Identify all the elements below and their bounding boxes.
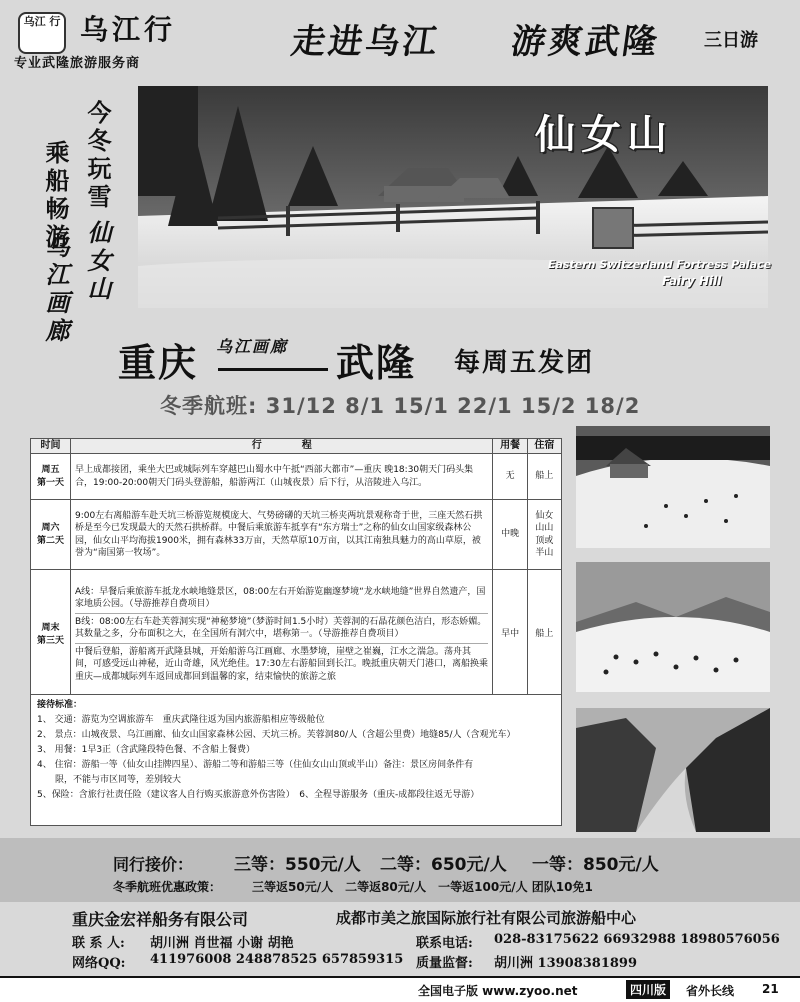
standard-item: 2、 景点：山城夜景、乌江画廊、仙女山国家森林公园、天坑三桥。芙蓉洞80/人（含超公里费）地缝85/人（含观光车） xyxy=(37,730,516,740)
photo-ski-resort-lodge xyxy=(576,426,770,548)
header-itinerary: 行 程 xyxy=(71,439,493,454)
hero-english-name: Fairy Hill xyxy=(662,274,722,288)
photo-river-gorge xyxy=(576,708,770,832)
supervision-label: 质量监督: xyxy=(416,956,473,971)
standard-item: 5、保险：含旅行社责任险（建议客人自行购买旅游意外伤害险） 6、全程导游服务（重庆-成都段往返无导游） xyxy=(37,790,480,800)
footer-website: 全国电子版 www.zyoo.net xyxy=(418,984,578,998)
day-sub-label: 第一天 xyxy=(37,477,65,488)
lodging-cell: 仙女山山顶或半山 xyxy=(527,500,561,570)
table-header-row xyxy=(31,439,562,454)
lodging-cell: 船上 xyxy=(527,454,561,500)
plan-option-a: A线：早餐后乘旅游车抵龙水峡地缝景区，08:00左右开始游览幽邃梦境“龙水峡地缝”世界自然遗产，国家地质公园。（导游推荐自费项目） xyxy=(75,584,488,614)
day-sub-label: 第三天 xyxy=(37,635,65,646)
discount-text: 三等返50元/人 二等返80元/人 一等返100元/人 团队10免1 xyxy=(252,880,593,894)
meal-cell: 中晚 xyxy=(493,500,527,570)
standard-item: 4、 住宿：游船一等（仙女山挂牌四星）、游船二等和游船三等（住仙女山山顶或半山）备注：景区房间条件有 xyxy=(37,760,474,770)
day-sub-label: 第二天 xyxy=(37,535,65,546)
qq-label: 网络QQ: xyxy=(72,956,126,971)
qq-numbers: 411976008 248878525 657859315 xyxy=(150,952,404,967)
vertical-slogan-fairy-mountain: 仙女山 xyxy=(83,220,112,304)
winter-schedule-label: 冬季航班: xyxy=(160,394,258,418)
plan-afternoon: 中餐后登船，游船离开武隆县城，开始船游乌江画廊、水墨梦境，崖壁之崔巍，江水之湍急。荡舟其间，可感受远山神秘，近山奇雄，风光绝佳。17:30左右游船回到长江。晚抵重庆朝天门港口，离船换乘重庆—成都城际列车返回成都回到温馨的家，结束愉快的旅游之旅 xyxy=(75,646,488,682)
headline-2: 游爽武隆 xyxy=(508,22,663,62)
header-lodging: 住宿 xyxy=(527,439,561,454)
standard-item: 1、 交通：游览为空调旅游车 重庆武隆往返为国内旅游船相应等级舱位 xyxy=(37,715,325,725)
table-row xyxy=(31,500,562,570)
header-meals: 用餐 xyxy=(493,439,527,454)
phone-label: 联系电话: xyxy=(416,936,473,951)
page-footer xyxy=(0,976,800,1002)
winter-schedule-dates: 31/12 8/1 15/1 22/1 15/2 18/2 xyxy=(265,394,641,418)
price-second-class: 二等：650元/人 xyxy=(380,855,507,875)
day-cell xyxy=(31,570,71,700)
route-via: 乌江画廊 xyxy=(216,337,289,356)
logo-text: 乌江 行 xyxy=(23,15,61,28)
hero-english-caption: Eastern Switzerland Fortress Palace xyxy=(548,258,772,271)
header-time: 时间 xyxy=(31,439,71,454)
meal-cell: 早中 xyxy=(493,570,527,700)
phone-numbers: 028-83175622 66932988 18980576056 xyxy=(494,932,780,947)
price-first-class: 一等：850元/人 xyxy=(532,855,659,875)
standard-item: 3、 用餐：1早3正（含武隆段特色餐、不含船上餐费） xyxy=(37,745,256,755)
day-label: 周六 xyxy=(41,523,60,533)
itinerary-table xyxy=(30,438,562,700)
plan-cell: 早上成都接团，乘坐大巴或城际列车穿越巴山蜀水中午抵“西部大都市”—重庆 晚18:30朝天门码头集合，19:00-20:00朝天门码头登游船，船游两江（山城夜景）后下行，从涪陵进入乌江。 xyxy=(71,454,493,500)
plan-option-b: B线：08:00左右车赴芙蓉洞实现“神秘梦境”（梦游时间1.5小时）芙蓉洞的石晶花颜色洁白，形态娇媚。其数量之多，分布面积之大，在全国所有洞穴中，堪称第一。（导游推荐自费项目） xyxy=(75,614,488,644)
brand-name: 乌江行 xyxy=(80,13,177,46)
hero-title: 仙女山 xyxy=(535,111,673,158)
company-name-2: 成都市美之旅国际旅行社有限公司旅游船中心 xyxy=(336,909,637,927)
contact-names: 胡川洲 肖世福 小谢 胡艳 xyxy=(150,936,294,951)
table-row xyxy=(31,454,562,500)
page-number: 21 xyxy=(762,982,779,996)
day-cell xyxy=(31,500,71,570)
plan-cell xyxy=(71,570,493,700)
price-label: 同行接价： xyxy=(113,855,194,874)
vertical-slogan-wujiang-gallery: 乌江画廊 xyxy=(41,234,70,346)
day-cell xyxy=(31,454,71,500)
weekly-departure: 每周五发团 xyxy=(454,348,595,378)
vertical-slogan-boat: 乘船畅游 xyxy=(41,140,70,252)
route-origin: 重庆 xyxy=(118,340,199,385)
meal-cell: 无 xyxy=(493,454,527,500)
vertical-slogan-snow: 今冬玩雪 xyxy=(83,100,112,212)
day-label: 周末 xyxy=(41,623,60,633)
supervision-contact: 胡川洲 13908381899 xyxy=(494,956,638,971)
headline-1: 走进乌江 xyxy=(288,22,443,62)
discount-label: 冬季航班优惠政策： xyxy=(113,880,222,894)
footer-section: 省外长线 xyxy=(686,984,735,998)
winter-schedule xyxy=(160,390,640,420)
headline-2-suffix: 三日游 xyxy=(704,30,758,51)
company-name-1: 重庆金宏祥船务有限公司 xyxy=(72,910,249,929)
standard-item: 限，不能与市区同等，差别较大 xyxy=(37,775,182,785)
day-label: 周五 xyxy=(41,465,60,475)
route-destination: 武隆 xyxy=(336,340,417,385)
footer-edition-badge: 四川版 xyxy=(626,980,670,999)
price-third-class: 三等：550元/人 xyxy=(234,855,361,875)
lodging-cell: 船上 xyxy=(527,570,561,700)
service-standards-title: 接待标准： xyxy=(37,700,83,710)
brand-subtitle: 专业武隆旅游服务商 xyxy=(14,56,141,71)
photo-ski-slope xyxy=(576,562,770,692)
plan-cell: 9:00左右离船游车赴天坑三桥游览规模庞大、气势磅礴的天坑三桥夹两坑景观称奇于世，三座天然石拱桥是至今已发现最大的天然石拱桥群。中餐后乘旅游车抵享有“东方瑞士”之称的仙女山国家级森林公园，仙女山平均海拔1900米，拥有森林33万亩，天然草原10万亩，以其江南独具魅力的高山草原，被誉为“南国第一牧场”。 xyxy=(71,500,493,570)
route-connector-line xyxy=(218,368,328,371)
service-standards xyxy=(30,694,562,826)
contact-label: 联 系 人: xyxy=(72,936,125,951)
logo xyxy=(18,12,66,54)
table-row xyxy=(31,570,562,700)
